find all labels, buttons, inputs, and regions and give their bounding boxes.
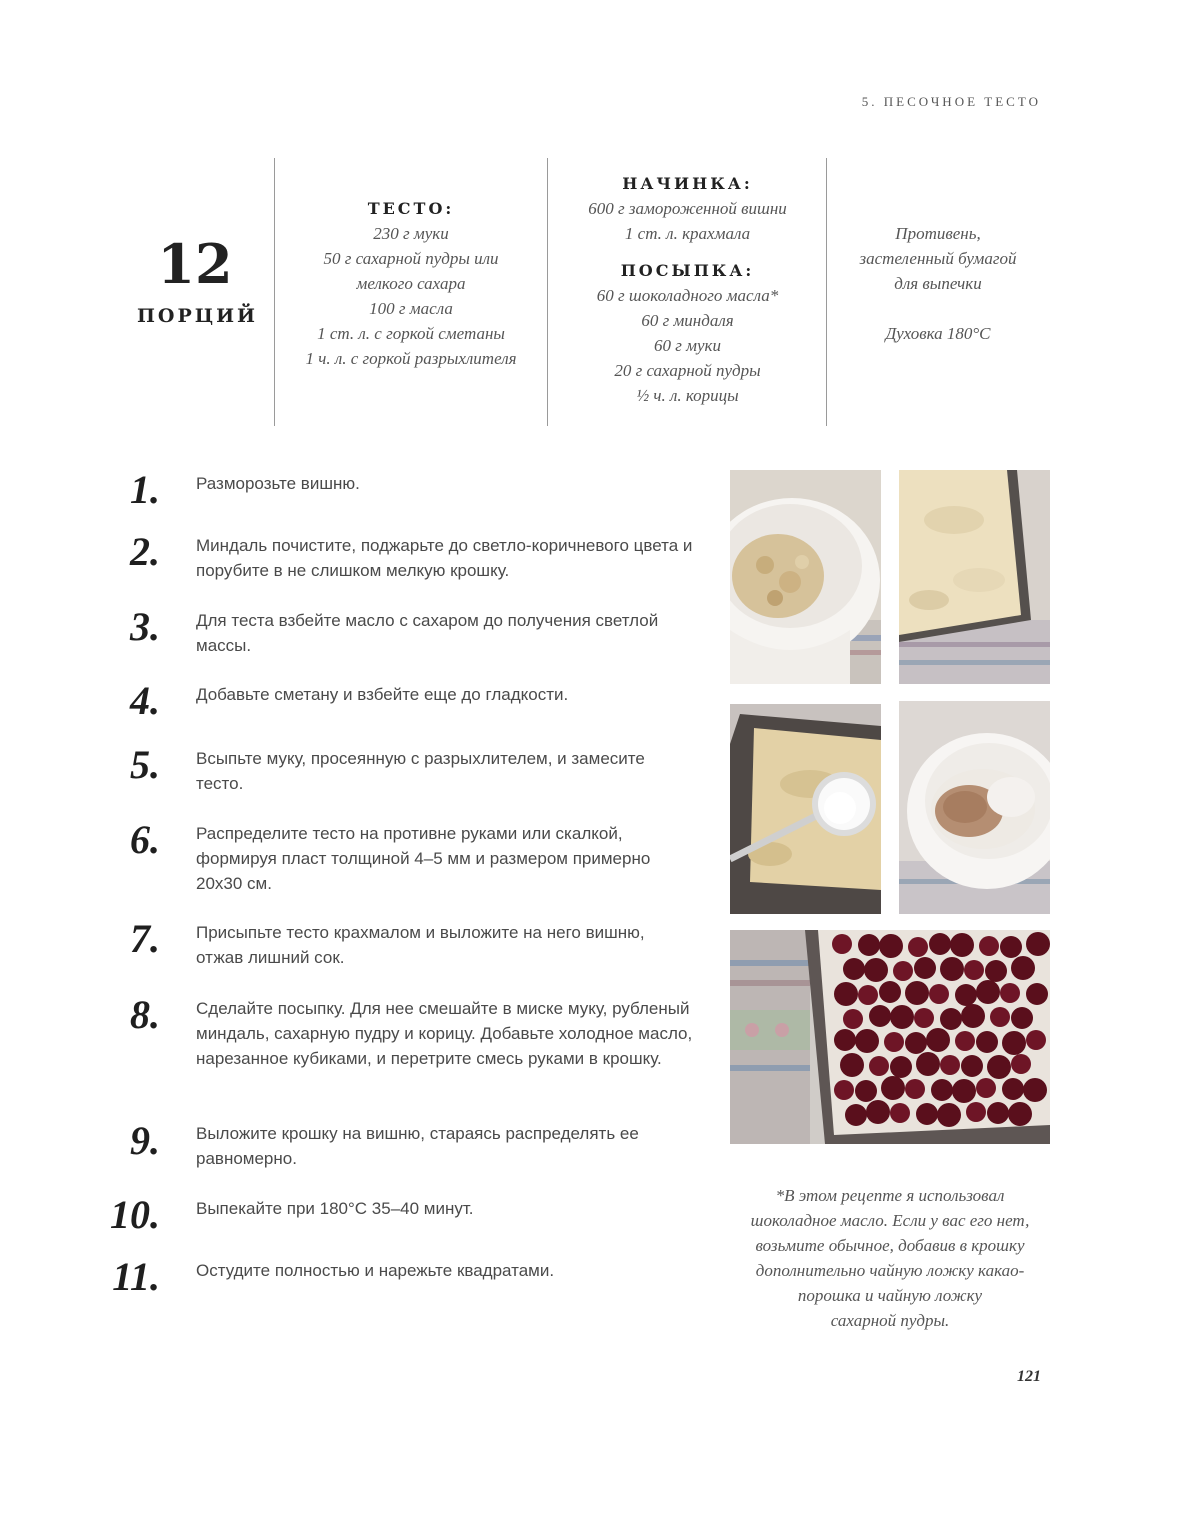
cherry: [1011, 1007, 1033, 1029]
cherry: [834, 1029, 856, 1051]
servings-label: ПОРЦИЙ: [136, 305, 259, 327]
cherry: [869, 1056, 889, 1076]
cherry: [843, 1009, 863, 1029]
step-number: 3.: [130, 604, 160, 649]
cherry: [914, 1008, 934, 1028]
cherry: [955, 984, 977, 1006]
cherry: [893, 961, 913, 981]
step-number: 5.: [130, 742, 160, 787]
step-number: 9.: [130, 1118, 160, 1163]
dough-item: 230 г муки: [373, 224, 449, 243]
cherry: [890, 1005, 914, 1029]
step-text: Разморозьте вишню.: [196, 474, 360, 493]
cherry: [1002, 1078, 1024, 1100]
divider: [547, 158, 548, 426]
step-number: 1.: [130, 467, 160, 512]
equipment-line: Противень,: [895, 224, 981, 243]
footnote-line: дополнительно чайную ложку какао-: [755, 1261, 1025, 1280]
cherry: [881, 1076, 905, 1100]
cherry: [1026, 1030, 1046, 1050]
cherry: [990, 1007, 1010, 1027]
topping-item: 60 г шоколадного масла*: [596, 286, 779, 305]
dough-item: 1 ч. л. с горкой разрыхлителя: [305, 349, 517, 368]
dough-item: 1 ст. л. с горкой сметаны: [317, 324, 505, 343]
photo-starch-sieve: [730, 704, 881, 914]
equipment-line: застеленный бумагой: [859, 249, 1017, 268]
cherry: [940, 1055, 960, 1075]
photo-cherries-on-dough: [730, 930, 1050, 1144]
servings-number: 12: [157, 232, 233, 296]
cherry: [916, 1103, 938, 1125]
cherry: [840, 1053, 864, 1077]
topping-item: 60 г муки: [654, 336, 721, 355]
cherry: [1000, 936, 1022, 958]
footnote-line: сахарной пудры.: [830, 1311, 950, 1330]
cherry: [940, 957, 964, 981]
step-text: Присыпьте тесто крахмалом и выложите на него вишню, отжав лишний сок.: [196, 923, 645, 967]
cherry: [987, 1102, 1009, 1124]
dough-title: ТЕСТО:: [367, 199, 455, 218]
footnote-line: порошка и чайную ложку: [797, 1286, 983, 1305]
cherry: [976, 980, 1000, 1004]
dough-item: 50 г сахарной пудры или: [323, 249, 499, 268]
divider: [274, 158, 275, 426]
step-number: 6.: [130, 817, 160, 862]
cherry: [858, 985, 878, 1005]
topping-title: ПОСЫПКА:: [620, 261, 755, 280]
cherry: [929, 933, 951, 955]
cherry: [832, 934, 852, 954]
cherry: [929, 984, 949, 1004]
cherry: [976, 1078, 996, 1098]
photo-crumb-topping-bowl: [899, 701, 1050, 914]
dough-item: мелкого сахара: [356, 274, 466, 293]
dough-ingredients: [276, 196, 546, 371]
footnote: [730, 1183, 1050, 1333]
photo-creamed-butter-bowl: [730, 470, 881, 684]
cherry: [1002, 1031, 1026, 1055]
cherry: [834, 982, 858, 1006]
cherry: [869, 1005, 891, 1027]
photo-dough-in-tin: [899, 470, 1050, 684]
cherry: [890, 1056, 912, 1078]
cherry: [864, 958, 888, 982]
cherry: [855, 1080, 877, 1102]
step-number: 7.: [130, 916, 160, 961]
cherry: [961, 1004, 985, 1028]
cherry: [961, 1055, 983, 1077]
footnote-line: *В этом рецепте я использовал: [775, 1186, 1005, 1205]
cherry: [987, 1055, 1011, 1079]
equipment-line: для выпечки: [894, 274, 982, 293]
topping-item: 60 г миндаля: [641, 311, 734, 330]
topping-item: 20 г сахарной пудры: [614, 361, 761, 380]
step-text: Добавьте сметану и взбейте еще до гладкости.: [196, 685, 569, 704]
cherry: [843, 958, 865, 980]
cherry: [952, 1079, 976, 1103]
cherry: [914, 957, 936, 979]
cherry: [979, 936, 999, 956]
cherry: [916, 1052, 940, 1076]
section-header: 5. ПЕСОЧНОЕ ТЕСТО: [861, 94, 1041, 109]
cherry: [890, 1103, 910, 1123]
step-number: 10.: [110, 1192, 160, 1237]
step-number: 11.: [112, 1254, 160, 1299]
step-text: Для теста взбейте масло с сахаром до получения светлой массы.: [196, 611, 659, 655]
cherry: [1026, 983, 1048, 1005]
topping-item: ½ ч. л. корицы: [636, 386, 739, 405]
cherry: [866, 1100, 890, 1124]
step-number: 4.: [130, 678, 160, 723]
step-text: Выпекайте при 180°С 35–40 минут.: [196, 1199, 474, 1218]
step-text: Сделайте посыпку. Для нее смешайте в миске муку, рубленый миндаль, сахарную пудру и корицу. Добавьте холодное масло, нарезанное кубиками, и перетрите смесь руками в крошку.: [196, 999, 693, 1068]
step-text: Всыпьте муку, просеянную с разрыхлителем, и замесите тесто.: [196, 749, 645, 793]
cherry: [931, 1079, 953, 1101]
cherry: [905, 1079, 925, 1099]
cherry: [976, 1031, 998, 1053]
cherry: [966, 1102, 986, 1122]
cherry: [1011, 956, 1035, 980]
cherry: [940, 1008, 962, 1030]
step-text: Остудите полностью и нарежьте квадратами.: [196, 1261, 555, 1280]
cherry: [964, 960, 984, 980]
filling-item: 600 г замороженной вишни: [588, 199, 787, 218]
cherry: [1023, 1078, 1047, 1102]
cherry: [1011, 1054, 1031, 1074]
filling-ingredients: [549, 171, 826, 408]
step-text: Распределите тесто на противне руками или скалкой, формируя пласт толщиной 4–5 мм и размером примерно 20х30 см.: [196, 824, 651, 893]
equipment-info: [828, 221, 1048, 346]
divider: [826, 158, 827, 426]
footnote-line: возьмите обычное, добавив в крошку: [755, 1236, 1025, 1255]
cherry: [905, 981, 929, 1005]
oven-temperature: Духовка 180°С: [885, 324, 991, 343]
footnote-line: шоколадное масло. Если у вас его нет,: [750, 1211, 1030, 1230]
cherry: [834, 1080, 854, 1100]
cherry: [926, 1028, 950, 1052]
cherry: [1008, 1102, 1032, 1126]
step-number: 8.: [130, 992, 160, 1037]
cherry: [1000, 983, 1020, 1003]
step-text: Миндаль почистите, поджарьте до светло-коричневого цвета и порубите в не слишком мелкую крошку.: [196, 536, 693, 580]
cherry: [855, 1029, 879, 1053]
cherry: [884, 1032, 904, 1052]
cherry: [845, 1104, 867, 1126]
step-text: Выложите крошку на вишню, стараясь распределять ее равномерно.: [196, 1124, 639, 1168]
cherry: [905, 1032, 927, 1054]
dough-item: 100 г масла: [369, 299, 453, 318]
cherry: [879, 981, 901, 1003]
cherry: [1026, 932, 1050, 956]
cherry: [858, 934, 880, 956]
cherry: [879, 934, 903, 958]
cherry: [908, 937, 928, 957]
cherry: [955, 1031, 975, 1051]
cherry: [937, 1103, 961, 1127]
page-number: 121: [1017, 1368, 1041, 1385]
spacer: [828, 296, 1048, 321]
filling-title: НАЧИНКА:: [622, 174, 753, 193]
cherry: [985, 960, 1007, 982]
filling-item: 1 ст. л. крахмала: [624, 224, 751, 243]
cherry: [950, 933, 974, 957]
step-number: 2.: [130, 529, 160, 574]
